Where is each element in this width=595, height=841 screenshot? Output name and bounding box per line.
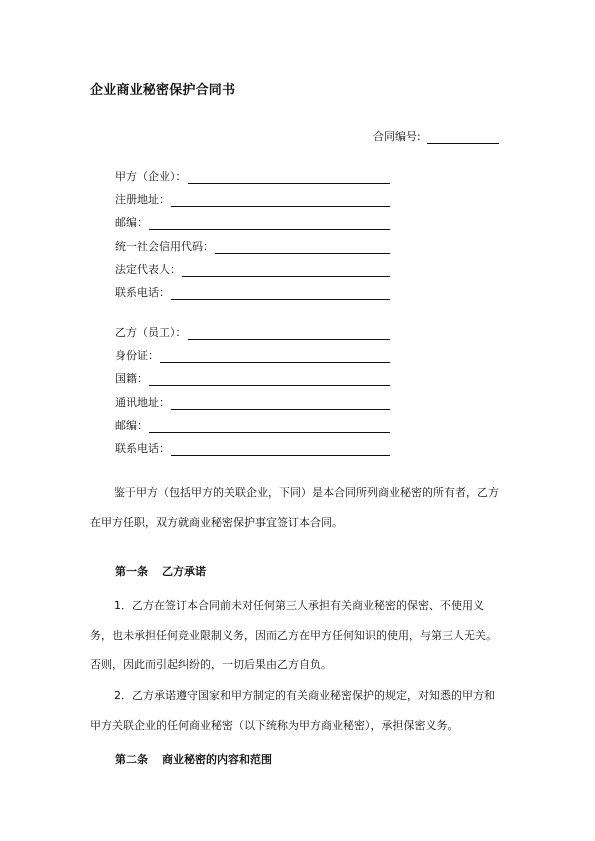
- party-b-nationality-blank[interactable]: [149, 373, 390, 386]
- party-b-nationality-field: [115, 372, 390, 386]
- party-a-phone-field: [115, 286, 390, 300]
- contract-number-blank[interactable]: [427, 131, 499, 144]
- party-a-address-blank[interactable]: [171, 194, 390, 207]
- contract-number: [373, 128, 499, 144]
- party-a-credit-code-label: 统一社会信用代码：: [115, 240, 214, 253]
- party-b-postcode-label: 邮编：: [115, 419, 148, 432]
- article-1-clause-1: 1．乙方在签订本合同前未对任何第三人承担有关商业秘密的保密、不使用义务，也未承担任何竞业限制义务，因而乙方在甲方任何知识的使用，与第三人无关。否则，因此而引起纠纷的，一切后果由乙方自负。: [90, 599, 497, 671]
- party-b-id-blank[interactable]: [160, 350, 390, 363]
- party-a-credit-code-blank[interactable]: [215, 241, 390, 254]
- party-b-phone-blank[interactable]: [171, 443, 390, 456]
- contract-number-label: 合同编号:: [373, 130, 421, 143]
- party-b-address-field: [115, 396, 390, 410]
- party-a-representative-field: [115, 263, 390, 277]
- party-a-postcode-blank[interactable]: [149, 217, 390, 230]
- party-b-phone-field: [115, 442, 390, 456]
- article-1-heading: [115, 563, 206, 579]
- party-b-address-blank[interactable]: [171, 397, 390, 410]
- article-2-heading: [115, 751, 272, 767]
- party-b-nationality-label: 国籍：: [115, 372, 148, 385]
- preamble-paragraph: 鉴于甲方（包括甲方的关联企业，下同）是本合同所列商业秘密的所有者，乙方在甲方任职，双方就商业秘密保护事宜签订本合同。: [90, 486, 499, 529]
- party-b-name-label: 乙方（员工）：: [115, 326, 187, 339]
- party-a-name-label: 甲方（企业）：: [115, 170, 187, 183]
- party-b-phone-label: 联系电话：: [115, 442, 170, 455]
- article-1-clause-2: 2．乙方承诺遵守国家和甲方制定的有关商业秘密保护的规定，对知悉的甲方和甲方关联企业的任何商业秘密（以下统称为甲方商业秘密），承担保密义务。: [90, 689, 495, 732]
- party-a-name-field: [115, 170, 390, 184]
- party-a-credit-code-field: [115, 240, 390, 254]
- party-b-name-blank[interactable]: [188, 327, 391, 340]
- party-b-postcode-blank[interactable]: [149, 420, 390, 433]
- party-a-postcode-field: [115, 216, 390, 230]
- party-a-representative-label: 法定代表人：: [115, 263, 181, 276]
- party-b-address-label: 通讯地址：: [115, 396, 170, 409]
- article-1-number: 第一条: [115, 565, 148, 578]
- party-b-id-label: 身份证：: [115, 349, 159, 362]
- article-1-title: 乙方承诺: [162, 565, 206, 578]
- article-2-title: 商业秘密的内容和范围: [162, 753, 272, 766]
- party-a-address-field: [115, 193, 390, 207]
- party-a-postcode-label: 邮编：: [115, 216, 148, 229]
- party-a-phone-label: 联系电话：: [115, 286, 170, 299]
- party-a-phone-blank[interactable]: [171, 287, 390, 300]
- party-a-name-blank[interactable]: [188, 171, 391, 184]
- party-b-postcode-field: [115, 419, 390, 433]
- party-b-id-field: [115, 349, 390, 363]
- party-a-address-label: 注册地址：: [115, 193, 170, 206]
- party-b-name-field: [115, 326, 390, 340]
- article-2-number: 第二条: [115, 753, 148, 766]
- document-title: 企业商业秘密保护合同书: [90, 83, 236, 98]
- party-a-representative-blank[interactable]: [182, 264, 390, 277]
